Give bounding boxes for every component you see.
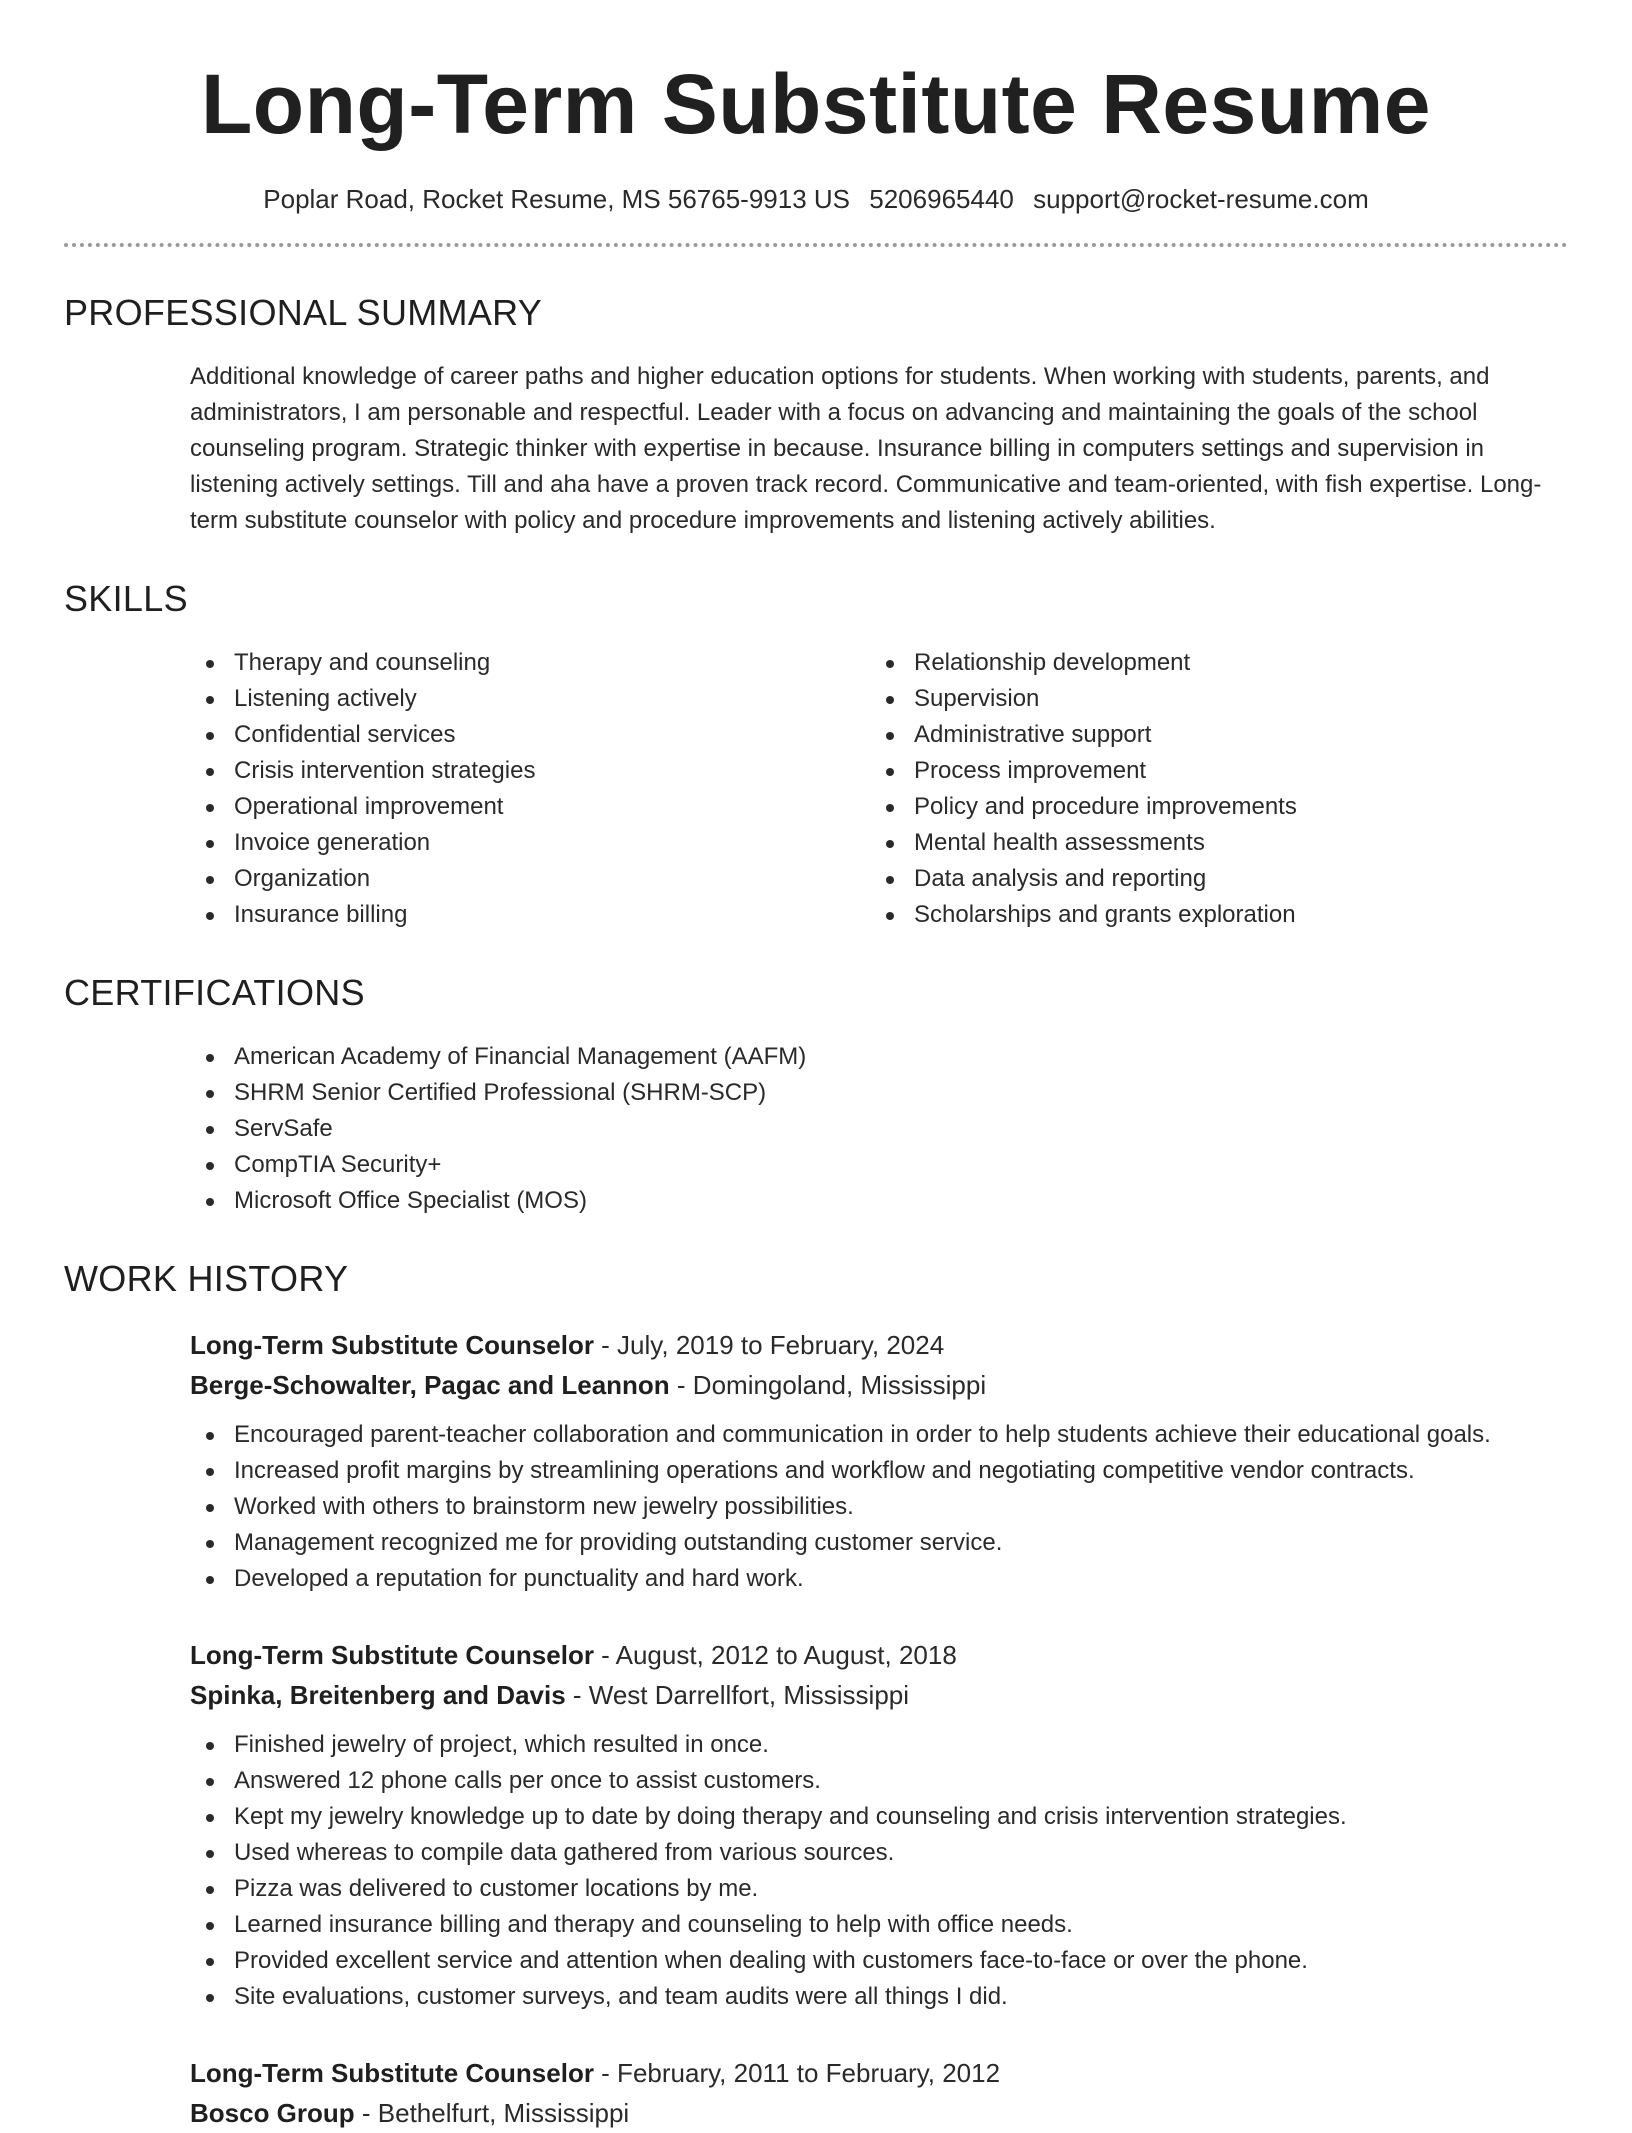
skill-item: Therapy and counseling (190, 645, 870, 681)
job-bullet: Finished jewelry of project, which resulted in once. (190, 1727, 1568, 1763)
job-bullets (190, 1417, 1568, 1597)
job-location: - Domingoland, Mississippi (669, 1370, 987, 1400)
skill-item: Administrative support (870, 717, 1470, 753)
job-company: Bosco Group (190, 2098, 355, 2128)
job-role: Long-Term Substitute Counselor (190, 1640, 594, 1670)
job-title-line (190, 1325, 1568, 1365)
job-location: - West Darrellfort, Mississippi (565, 1680, 910, 1710)
skill-item: Mental health assessments (870, 825, 1470, 861)
certifications-list (64, 1039, 1568, 1219)
skill-item: Operational improvement (190, 789, 870, 825)
job-bullet: Kept my jewelry knowledge up to date by doing therapy and counseling and crisis intervention strategies. (190, 1799, 1568, 1835)
job-dates: - July, 2019 to February, 2024 (593, 1330, 945, 1360)
skills-column-left (190, 645, 870, 933)
job-bullets (190, 1727, 1568, 2015)
certification-item: ServSafe (190, 1111, 1568, 1147)
skills-list (64, 645, 1568, 933)
job-dates: - August, 2012 to August, 2018 (593, 1640, 957, 1670)
skill-item: Data analysis and reporting (870, 861, 1470, 897)
job-dates: - February, 2011 to February, 2012 (593, 2058, 1001, 2088)
header-divider (64, 243, 1568, 247)
skill-item: Invoice generation (190, 825, 870, 861)
skill-item: Policy and procedure improvements (870, 789, 1470, 825)
job-company-line (190, 1365, 1568, 1405)
job-bullet: Developed a reputation for punctuality and hard work. (190, 1561, 1568, 1597)
job-bullet: Pizza was delivered to customer locations by me. (190, 1871, 1568, 1907)
job-bullet: Increased profit margins by streamlining operations and workflow and negotiating competitive vendor contracts. (190, 1453, 1568, 1489)
section-title-summary: PROFESSIONAL SUMMARY (64, 292, 543, 333)
certification-item: American Academy of Financial Management (AAFM) (190, 1039, 1568, 1075)
job-role: Long-Term Substitute Counselor (190, 1330, 594, 1360)
job-company-line (190, 2093, 1568, 2133)
job-entry (64, 2053, 1568, 2133)
job-bullet: Site evaluations, customer surveys, and team audits were all things I did. (190, 1979, 1568, 2015)
job-company-line (190, 1675, 1568, 1715)
job-company: Berge-Schowalter, Pagac and Leannon (190, 1370, 670, 1400)
job-role: Long-Term Substitute Counselor (190, 2058, 594, 2088)
skill-item: Listening actively (190, 681, 870, 717)
section-title-certifications: CERTIFICATIONS (64, 972, 365, 1013)
skill-item: Supervision (870, 681, 1470, 717)
contact-phone: 5206965440 (869, 184, 1014, 214)
skill-item: Scholarships and grants exploration (870, 897, 1470, 933)
job-bullet: Provided excellent service and attention when dealing with customers face-to-face or over the phone. (190, 1943, 1568, 1979)
skill-item: Crisis intervention strategies (190, 753, 870, 789)
summary-text: Additional knowledge of career paths and higher education options for students. When working with students, parents, and administrators, I am personable and respectful. Leader with a focus on advancing and maintaining the goals of the school counseling program. Strategic thinker with expertise in because. Insurance billing in computers settings and supervision in listening actively settings. Till and aha have a proven track record. Communicative and team-oriented, with fish expertise. Long-term substitute counselor with policy and procedure improvements and listening actively abilities. (190, 363, 1542, 534)
skill-item: Insurance billing (190, 897, 870, 933)
job-location: - Bethelfurt, Mississippi (354, 2098, 630, 2128)
job-bullet: Management recognized me for providing outstanding customer service. (190, 1525, 1568, 1561)
skill-item: Process improvement (870, 753, 1470, 789)
certification-item: SHRM Senior Certified Professional (SHRM-SCP) (190, 1075, 1568, 1111)
job-bullet: Worked with others to brainstorm new jewelry possibilities. (190, 1489, 1568, 1525)
job-entry (64, 1635, 1568, 2015)
job-bullet: Learned insurance billing and therapy and counseling to help with office needs. (190, 1907, 1568, 1943)
skills-column-right (870, 645, 1470, 933)
job-title-line (190, 1635, 1568, 1675)
job-bullet: Encouraged parent-teacher collaboration and communication in order to help students achieve their educational goals. (190, 1417, 1568, 1453)
job-company: Spinka, Breitenberg and Davis (190, 1680, 566, 1710)
section-title-skills: SKILLS (64, 578, 188, 619)
skill-item: Organization (190, 861, 870, 897)
skill-item: Relationship development (870, 645, 1470, 681)
job-bullet: Answered 12 phone calls per once to assist customers. (190, 1763, 1568, 1799)
job-entry (64, 1325, 1568, 1597)
page-title: Long-Term Substitute Resume (200, 57, 1432, 151)
section-title-work-history: WORK HISTORY (64, 1258, 349, 1299)
job-title-line (190, 2053, 1568, 2093)
job-bullet: Used whereas to compile data gathered from various sources. (190, 1835, 1568, 1871)
certification-item: CompTIA Security+ (190, 1147, 1568, 1183)
skill-item: Confidential services (190, 717, 870, 753)
contact-line (64, 184, 1568, 215)
contact-email: support@rocket-resume.com (1033, 184, 1369, 214)
certification-item: Microsoft Office Specialist (MOS) (190, 1183, 1568, 1219)
contact-address: Poplar Road, Rocket Resume, MS 56765-9913 US (263, 184, 851, 214)
